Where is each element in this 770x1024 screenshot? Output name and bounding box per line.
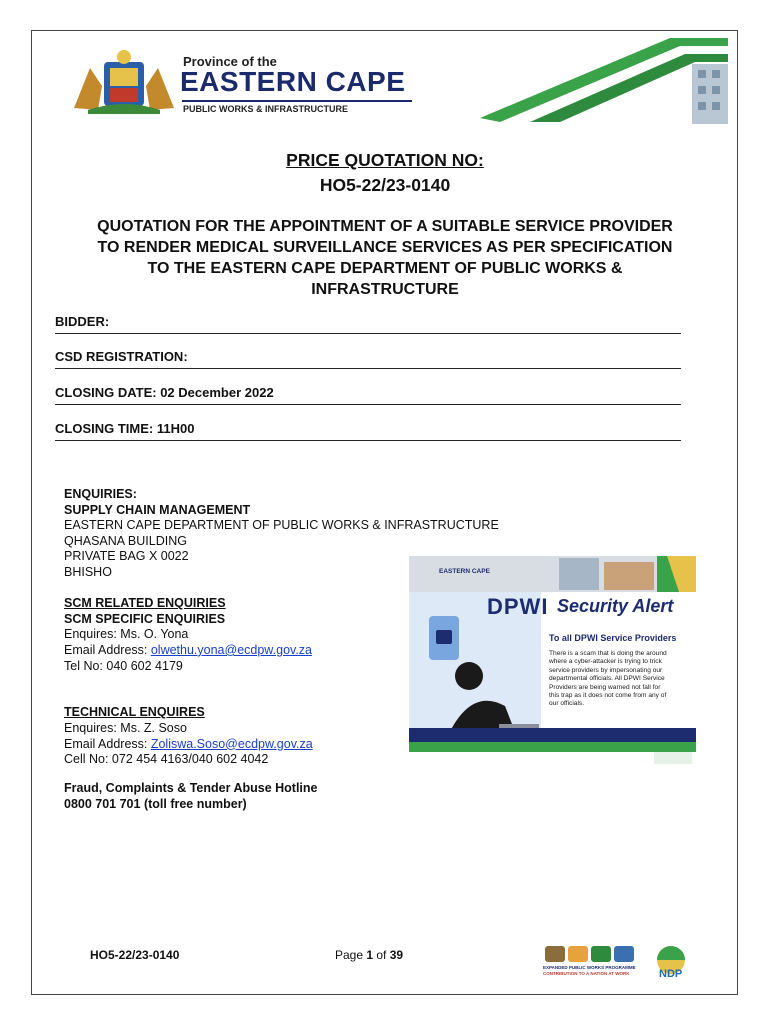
poster-headline-dpwi: DPWI — [487, 594, 549, 619]
page-current: 1 — [366, 948, 374, 962]
tech-email-link[interactable]: Zoliswa.Soso@ecdpw.gov.za — [150, 736, 313, 751]
province-name: EASTERN CAPE — [180, 66, 406, 97]
tech-cell: Cell No: 072 454 4163/040 602 4042 — [64, 752, 269, 767]
department-label: PUBLIC WORKS & INFRASTRUCTURE — [183, 104, 348, 114]
technical-heading: TECHNICAL ENQUIRES — [64, 705, 205, 720]
quotation-title: PRICE QUOTATION NO: — [286, 150, 484, 170]
tech-email-label: Email Address: — [64, 736, 151, 751]
address-line: BHISHO — [64, 564, 112, 579]
poster-body — [549, 650, 694, 709]
epwp-line2: CONTRIBUTION TO A NATION AT WORK — [543, 971, 630, 976]
scm-email-link[interactable]: olwethu.yona@ecdpw.gov.za — [150, 642, 313, 657]
security-alert-poster — [409, 556, 696, 765]
footer-reference: HO5-22/23-0140 — [90, 948, 180, 962]
poster-headline-alert: Security Alert — [557, 596, 674, 616]
province-of-label: Province of the — [183, 54, 277, 69]
csd-registration-field: CSD REGISTRATION: — [55, 349, 681, 369]
page-prefix: Page — [335, 948, 367, 962]
scm-specific-heading: SCM SPECIFIC ENQUIRIES — [64, 611, 226, 626]
scm-tel: Tel No: 040 602 4179 — [64, 658, 183, 673]
address-line: EASTERN CAPE DEPARTMENT OF PUBLIC WORKS & INFRASTRUCTURE — [64, 518, 499, 533]
poster-body-line: There is a scam that is doing the around — [549, 650, 667, 657]
poster-body-line: Providers are being warned not fall for — [549, 683, 661, 691]
enquiries-heading: ENQUIRIES: — [64, 487, 137, 501]
bidder-field: BIDDER: — [55, 314, 681, 334]
poster-audience: To all DPWI Service Providers — [549, 633, 677, 643]
scm-related-heading: SCM RELATED ENQUIRIES — [64, 596, 226, 611]
header-corner-graphic — [470, 34, 728, 126]
hotline-number: 0800 701 701 (toll free number) — [64, 797, 247, 811]
quotation-subject: QUOTATION FOR THE APPOINTMENT OF A SUITABLE SERVICE PROVIDER TO RENDER MEDICAL SURVEILLANCE SERVICES AS PER SPECIFICATION TO THE EASTERN CAPE DEPARTMENT OF PUBLIC WORKS & INFRASTRUCTURE — [97, 218, 673, 298]
page-number — [335, 948, 403, 962]
closing-time-field: CLOSING TIME: 11H00 — [55, 421, 681, 441]
tech-contact: Enquires: Ms. Z. Soso — [64, 720, 187, 735]
poster-body-line: where a cyber-attacker is trying to trick — [549, 658, 662, 666]
poster-body-line: departmental officials. All DPWI Service — [549, 675, 665, 683]
poster-body-line: this trap as it does not come from any of — [549, 692, 667, 700]
quotation-number: HO5-22/23-0140 — [319, 175, 451, 195]
logo-divider — [182, 100, 412, 102]
epwp-ndp-logos — [543, 942, 693, 982]
poster-body-line: our officials. — [549, 700, 585, 708]
ndp-logo-text: NDP — [659, 968, 683, 980]
scm-email-label: Email Address: — [64, 642, 151, 657]
hotline-title: Fraud, Complaints & Tender Abuse Hotline — [64, 781, 318, 795]
hotline-section — [64, 780, 318, 812]
address-line: QHASANA BUILDING — [64, 533, 187, 548]
page-total: 39 — [389, 948, 404, 962]
page-of: of — [373, 948, 390, 962]
closing-date-field: CLOSING DATE: 02 December 2022 — [55, 385, 681, 405]
coat-of-arms-icon — [68, 48, 180, 116]
scm-heading: SUPPLY CHAIN MANAGEMENT — [64, 502, 251, 517]
scm-contact: Enquires: Ms. O. Yona — [64, 627, 189, 642]
poster-body-line: service providers by impersonating our — [549, 666, 663, 674]
eastern-cape-logo — [68, 48, 418, 116]
epwp-line1: EXPANDED PUBLIC WORKS PROGRAMME — [543, 965, 636, 970]
address-line: PRIVATE BAG X 0022 — [64, 549, 189, 564]
poster-logo-text: EASTERN CAPE — [439, 568, 490, 575]
